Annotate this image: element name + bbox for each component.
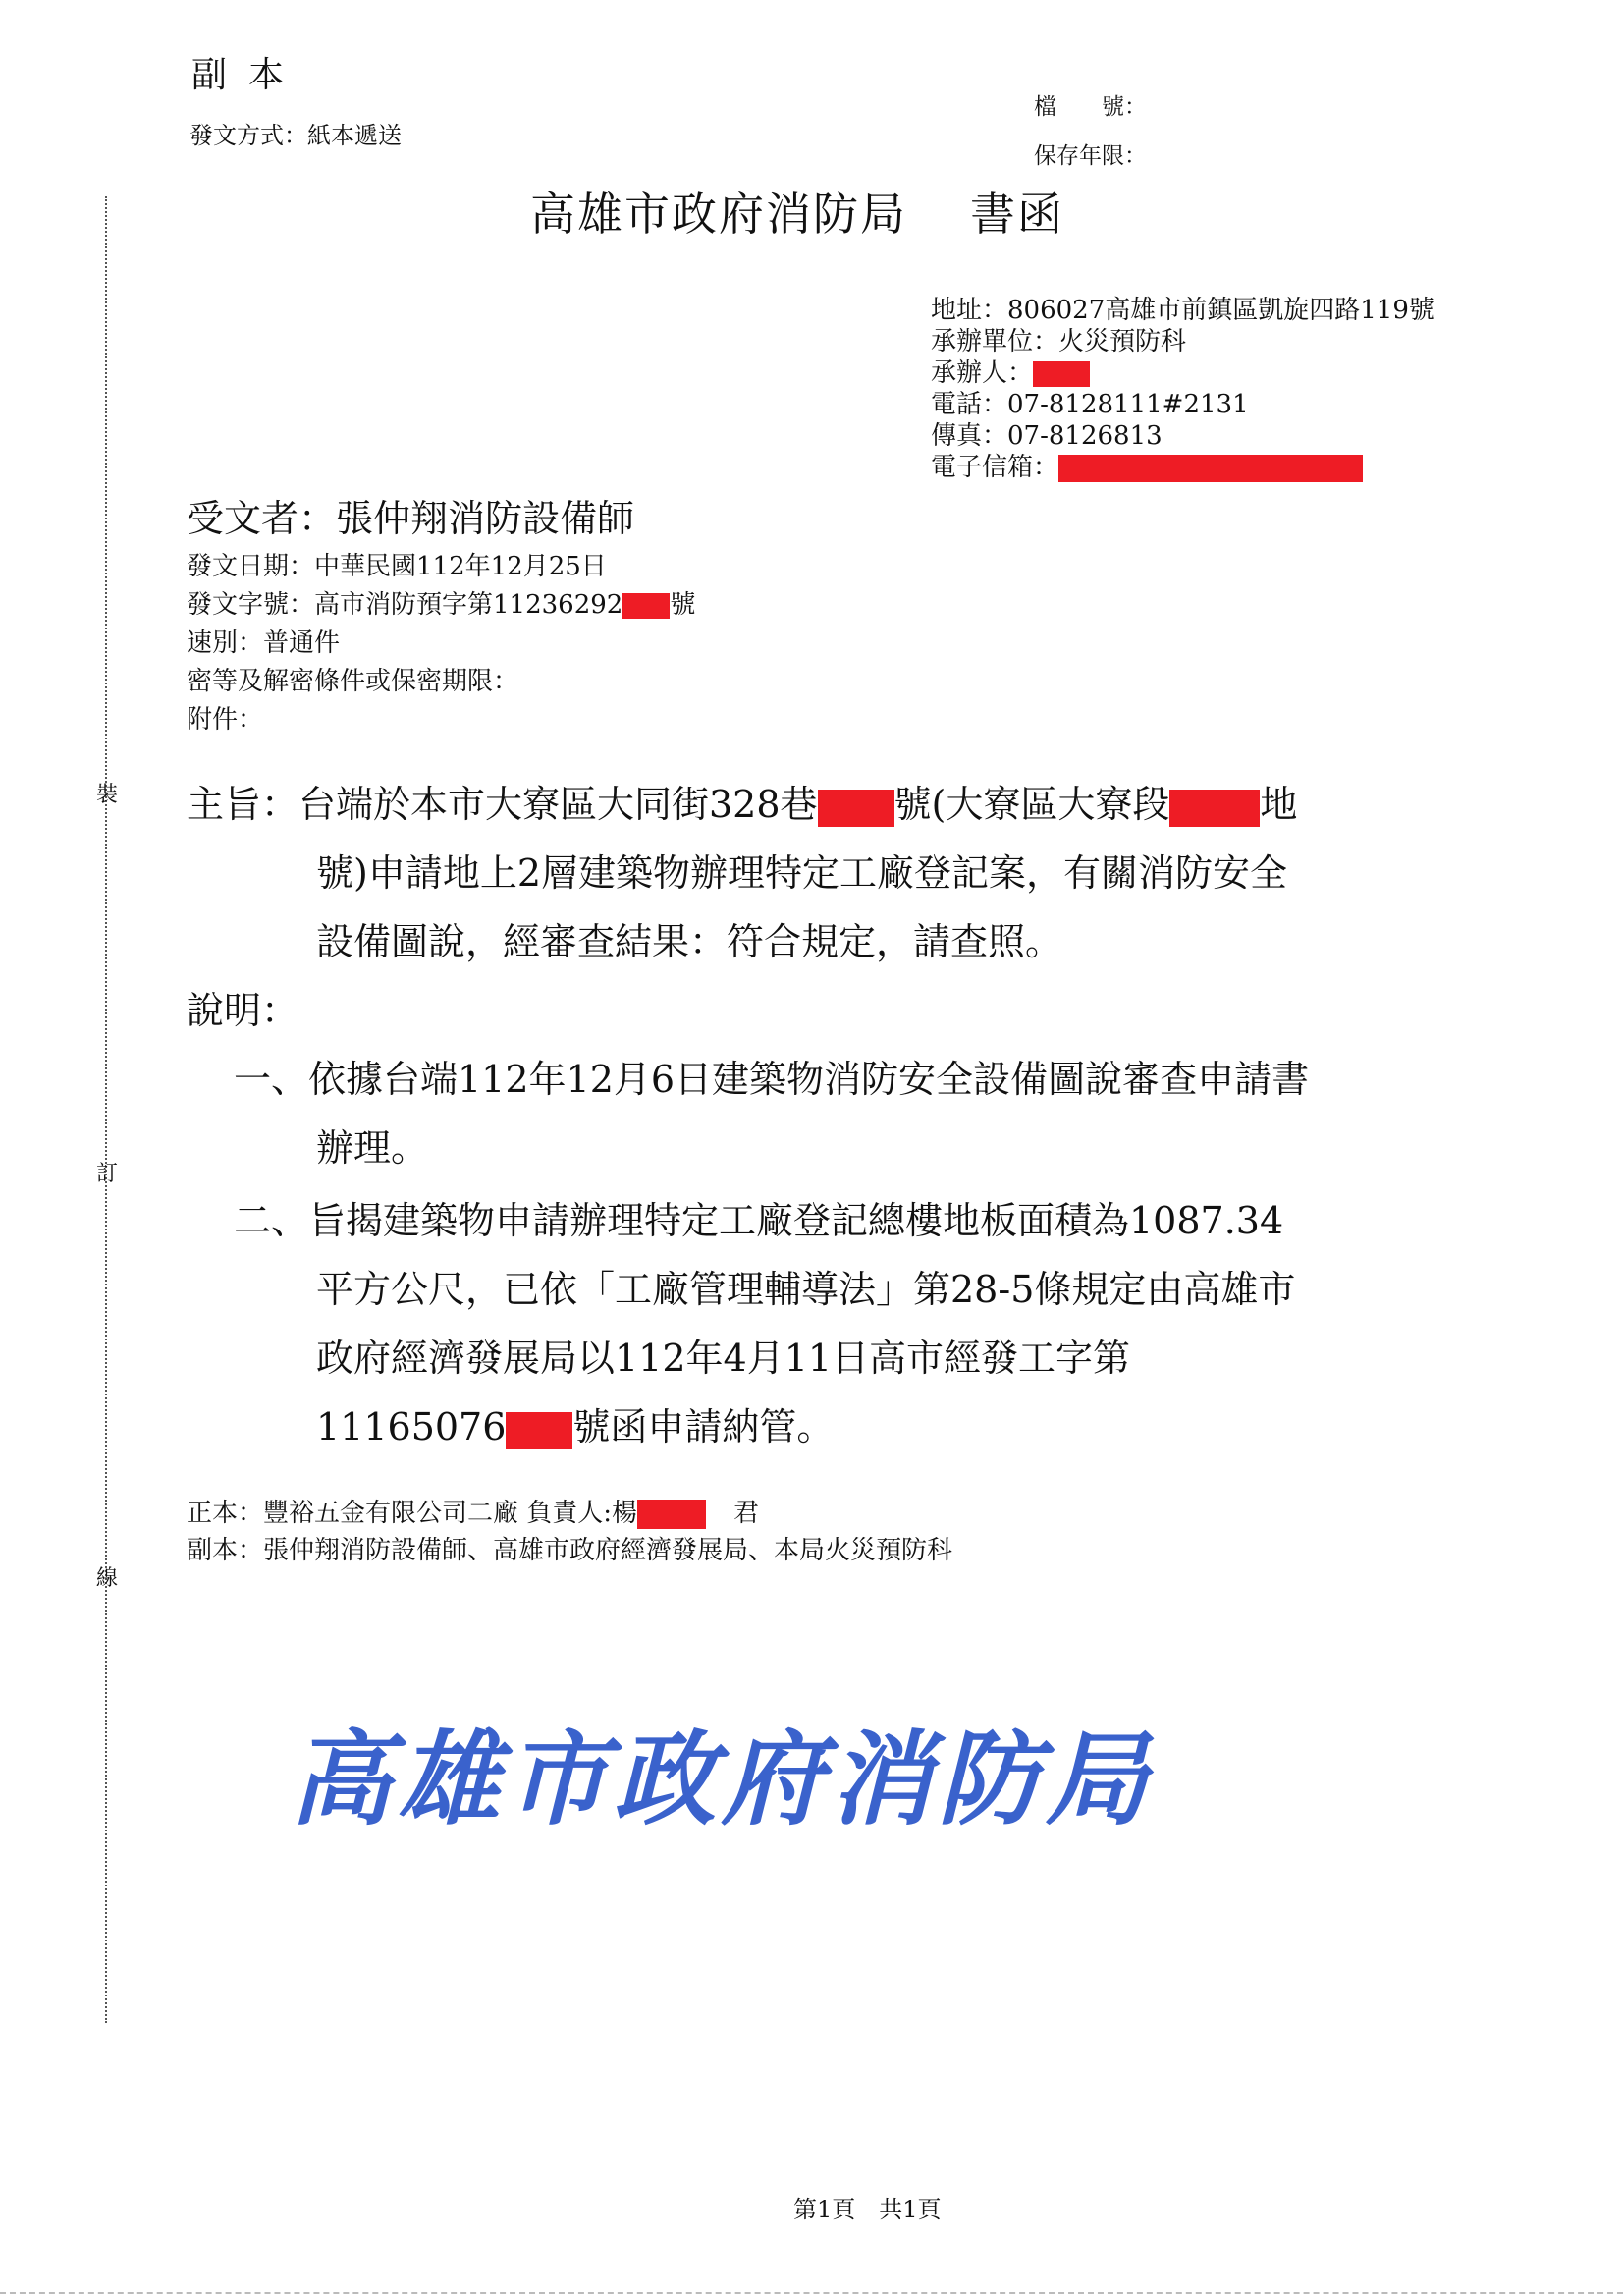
secrecy: 密等及解密條件或保密期限：	[187, 667, 519, 696]
binding-mark-zhuang: 裝	[96, 783, 119, 807]
meta-block	[187, 548, 695, 739]
redaction-email	[1058, 455, 1363, 482]
contact-block	[931, 295, 1434, 483]
document-title	[530, 179, 1064, 244]
handling-unit: 承辦單位：火災預防科	[931, 327, 1187, 356]
explanation-item-2-line-4: 11165076 號函申請納管。	[316, 1405, 835, 1449]
redaction-doc-number	[622, 593, 670, 619]
bottom-border	[0, 2292, 1623, 2294]
handler: 承辦人：	[931, 357, 1434, 389]
distribution-block	[187, 1495, 952, 1569]
redaction-land-number	[1169, 790, 1260, 827]
address: 地址：806027高雄市前鎮區凱旋四路119號	[931, 296, 1434, 325]
binding-dotted-line	[105, 196, 107, 2023]
attachment: 附件：	[187, 705, 264, 735]
explanation-item-2-line-2: 平方公尺，已依「工廠管理輔導法」第28-5條規定由高雄市	[316, 1268, 1296, 1311]
file-number-label: 檔 號：	[1034, 94, 1147, 120]
send-method: 發文方式：紙本遞送	[189, 122, 402, 149]
binding-mark-ding: 訂	[96, 1162, 119, 1186]
retention-period-label: 保存年限：	[1034, 143, 1147, 169]
explanation-item-1-line-1: 一、依據台端112年12月6日建築物消防安全設備圖說審查申請書	[234, 1058, 1310, 1101]
email: 電子信箱：	[931, 452, 1434, 483]
fax: 傳真：07-8126813	[931, 421, 1163, 451]
original-recipient: 正本：豐裕五金有限公司二廠 負責人:楊 君	[187, 1499, 760, 1528]
binding-mark-xian: 線	[96, 1566, 119, 1591]
page-number: 第1頁 共1頁	[793, 2196, 942, 2223]
issue-date: 發文日期：中華民國112年12月25日	[187, 552, 607, 581]
recipient: 受文者：張仲翔消防設備師	[187, 497, 635, 540]
phone: 電話：07-8128111#2131	[931, 390, 1249, 419]
agency-seal-stamp: 高雄市政府消防局	[290, 1719, 1155, 1839]
subject-line-3: 設備圖說，經審查結果：符合規定，請查照。	[316, 920, 1063, 963]
explanation-item-2-line-1: 二、旨揭建築物申請辦理特定工廠登記總樓地板面積為1087.34	[234, 1199, 1284, 1242]
subject-line-2: 號)申請地上2層建築物辦理特定工廠登記案，有關消防安全	[316, 851, 1288, 895]
explanation-item-1-line-2: 辦理。	[316, 1126, 429, 1170]
document-type: 書函	[970, 188, 1064, 241]
subject-line-1: 主旨：台端於本市大寮區大同街328巷 號(大寮區大寮段 地	[187, 783, 1298, 826]
document-number: 發文字號：高市消防預字第11236292 號	[187, 590, 696, 620]
redaction-letter-number	[506, 1412, 572, 1449]
explanation-heading: 說明：	[187, 989, 299, 1032]
redaction-handler	[1033, 361, 1090, 387]
agency-name: 高雄市政府消防局	[530, 188, 907, 241]
redaction-lane-number	[818, 790, 894, 827]
explanation-item-2-line-3: 政府經濟發展局以112年4月11日高市經發工字第	[316, 1337, 1131, 1380]
speed: 速別：普通件	[187, 629, 341, 658]
copy-recipients: 副本：張仲翔消防設備師、高雄市政府經濟發展局、本局火災預防科	[187, 1536, 953, 1565]
copy-mark: 副本	[191, 55, 306, 95]
redaction-responsible-person	[637, 1500, 706, 1529]
